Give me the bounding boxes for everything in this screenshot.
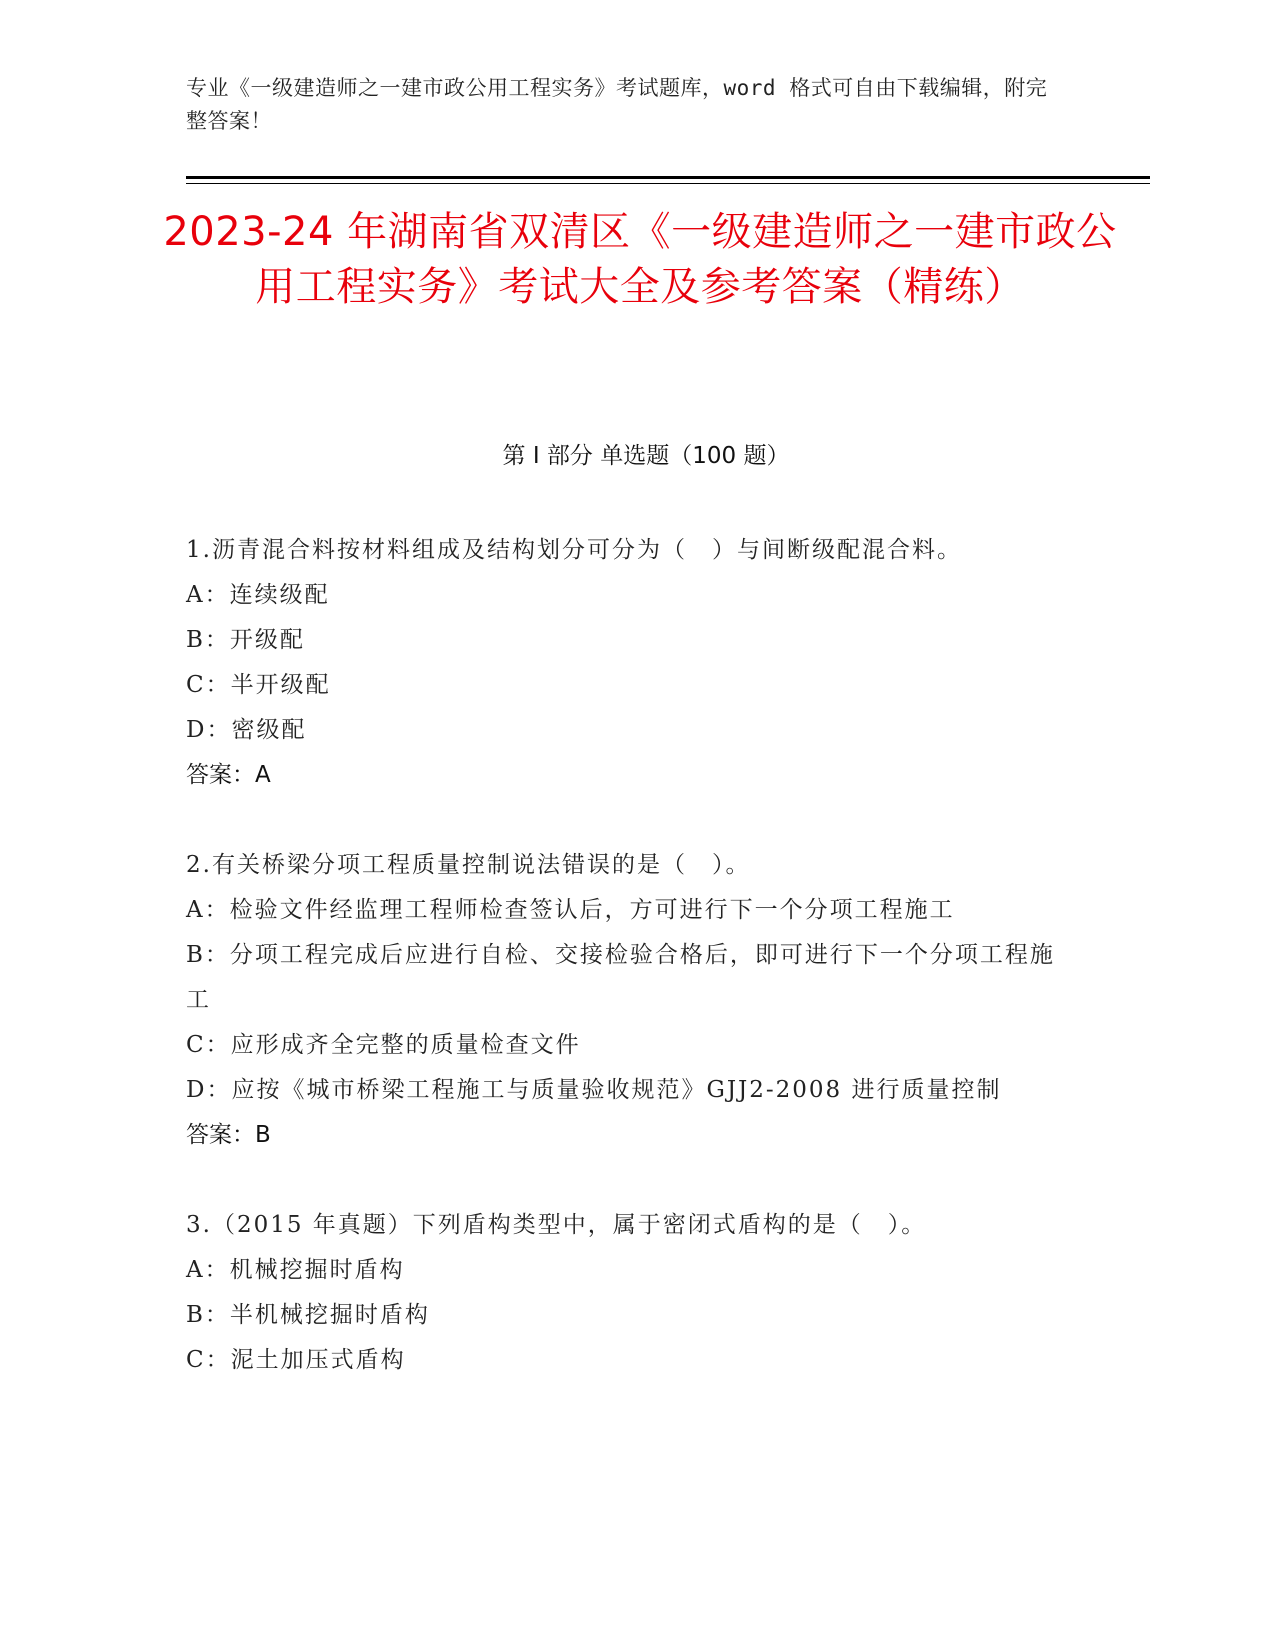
header-divider-thick: [186, 176, 1150, 179]
option-a: A：检验文件经监理工程师检查签认后，方可进行下一个分项工程施工: [186, 897, 955, 923]
question-stem: 3.（2015 年真题）下列盾构类型中，属于密闭式盾构的是（ ）。: [186, 1212, 927, 1238]
option-d: D：密级配: [186, 717, 307, 743]
answer-line: 答案：B: [186, 1122, 271, 1148]
document-title: 2023-24 年湖南省双清区《一级建造师之一建市政公用工程实务》考试大全及参考答案（精练）: [163, 209, 1117, 310]
option-c: C：泥土加压式盾构: [186, 1347, 406, 1373]
question-1: [186, 528, 1066, 798]
option-a: A：机械挖掘时盾构: [186, 1257, 405, 1283]
question-list: [186, 528, 1066, 1428]
answer-line: 答案：A: [186, 762, 271, 788]
question-3: [186, 1203, 1066, 1383]
option-c: C：应形成齐全完整的质量检查文件: [186, 1032, 581, 1058]
option-c: C：半开级配: [186, 672, 331, 698]
question-stem: 2.有关桥梁分项工程质量控制说法错误的是（ ）。: [186, 852, 751, 878]
question-2: [186, 843, 1066, 1158]
option-b: B：分项工程完成后应进行自检、交接检验合格后，即可进行下一个分项工程施工: [186, 942, 1055, 1013]
question-stem: 1.沥青混合料按材料组成及结构划分可分为（ ）与间断级配混合料。: [186, 537, 962, 563]
header-divider-thin: [186, 183, 1150, 184]
option-d: D：应按《城市桥梁工程施工与质量验收规范》GJJ2-2008 进行质量控制: [186, 1077, 1002, 1103]
header-note: 专业《一级建造师之一建市政公用工程实务》考试题库，word 格式可自由下载编辑，附完整答案！: [186, 76, 1048, 133]
option-a: A：连续级配: [186, 582, 330, 608]
section-title: 第 I 部分 单选题（100 题）: [502, 443, 790, 469]
option-b: B：开级配: [186, 627, 305, 653]
option-b: B：半机械挖掘时盾构: [186, 1302, 430, 1328]
